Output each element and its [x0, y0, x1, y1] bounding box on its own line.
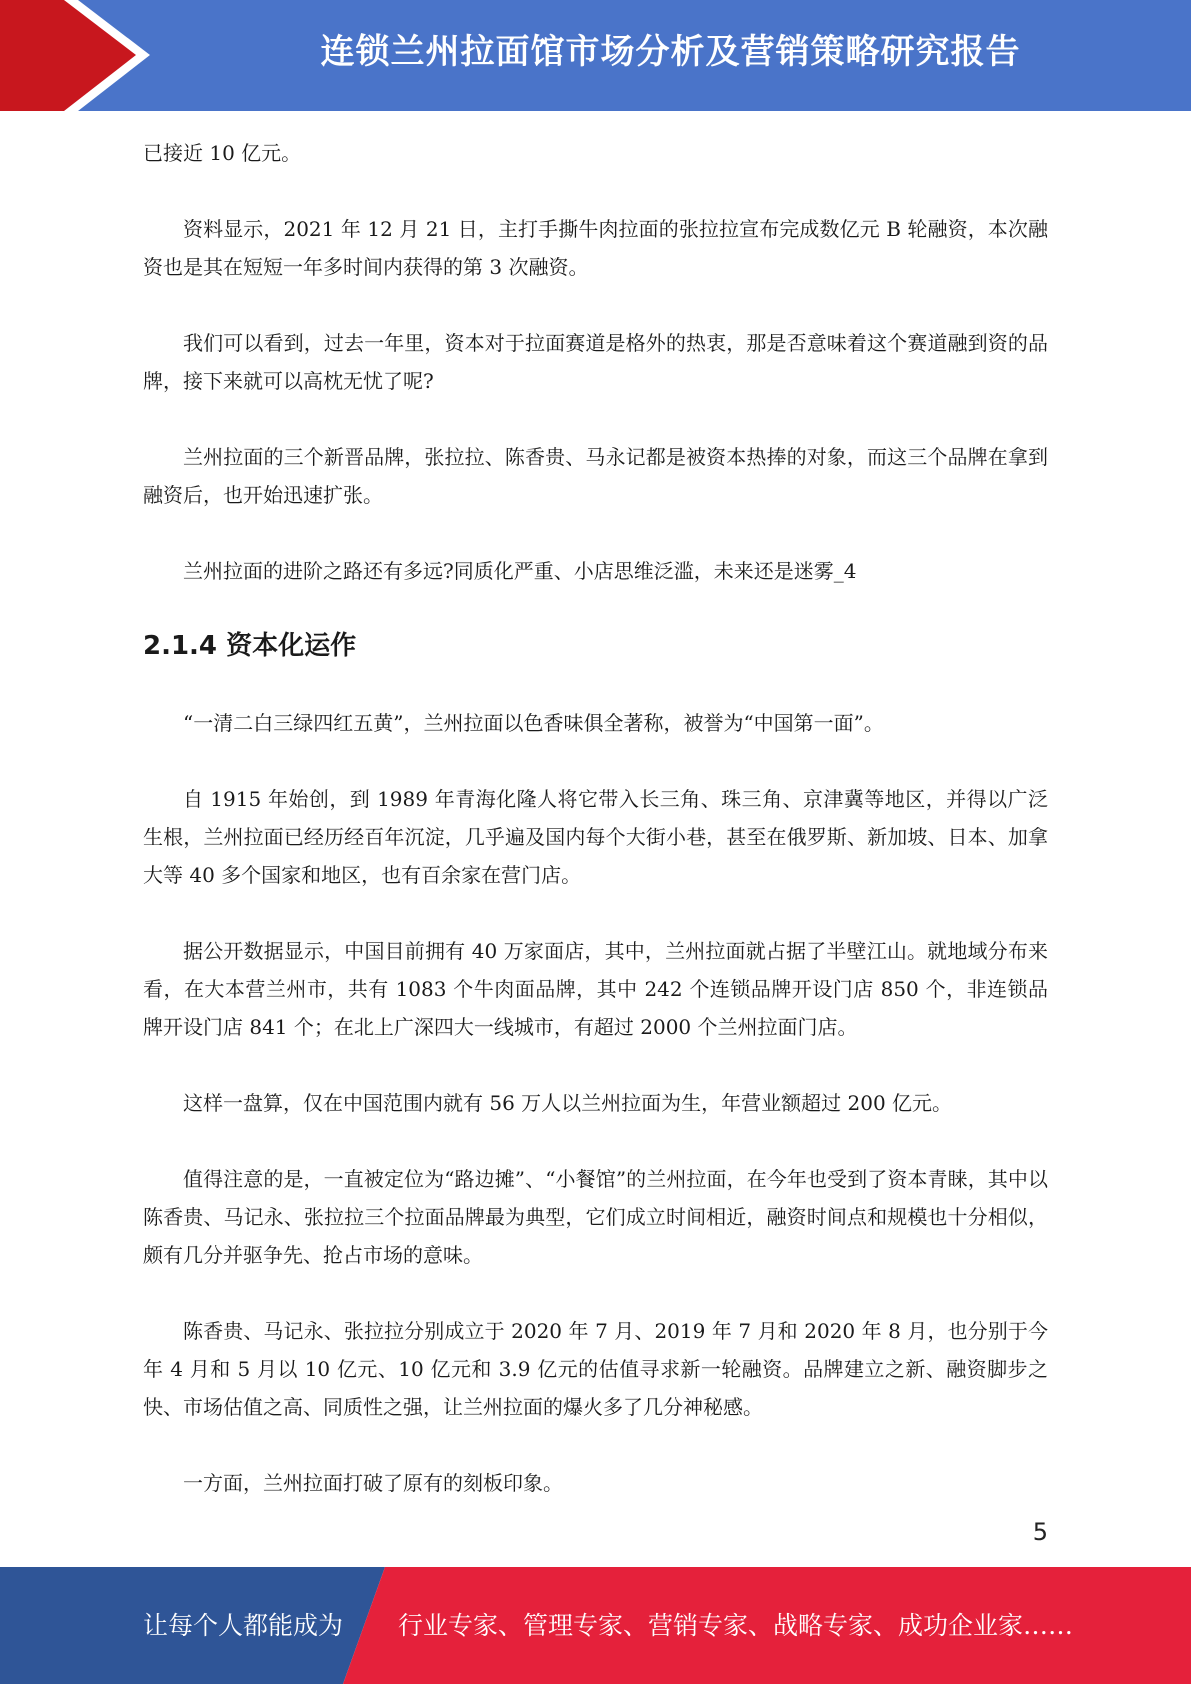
paragraph: 兰州拉面的三个新晋品牌，张拉拉、陈香贵、马永记都是被资本热捧的对象，而这三个品牌在拿到融资后，也开始迅速扩张。	[143, 445, 1048, 507]
footer-banner	[0, 1567, 1191, 1684]
paragraph: 陈香贵、马记永、张拉拉分别成立于 2020 年 7 月、2019 年 7 月和 2020 年 8 月，也分别于今年 4 月和 5 月以 10 亿元、10 亿元和 3.9 亿元的估值寻求新一轮融资。品牌建立之新、融资脚步之快、市场估值之高、同质性之强，让兰州拉面的爆火多了几分神秘感。	[143, 1319, 1048, 1419]
paragraph: 据公开数据显示，中国目前拥有 40 万家面店，其中，兰州拉面就占据了半壁江山。就地域分布来看，在大本营兰州市，共有 1083 个牛肉面品牌，其中 242 个连锁品牌开设门店 850 个，非连锁品牌开设门店 841 个；在北上广深四大一线城市，有超过 2000 个兰州拉面门店。	[143, 939, 1048, 1039]
paragraph: 这样一盘算，仅在中国范围内就有 56 万人以兰州拉面为生，年营业额超过 200 亿元。	[183, 1091, 953, 1115]
section-heading: 2.1.4 资本化运作	[143, 631, 357, 661]
header-banner	[0, 0, 1191, 111]
paragraph: 一方面，兰州拉面打破了原有的刻板印象。	[183, 1471, 563, 1495]
paragraph: 资料显示，2021 年 12 月 21 日，主打手撕牛肉拉面的张拉拉宣布完成数亿元 B 轮融资，本次融资也是其在短短一年多时间内获得的第 3 次融资。	[143, 217, 1048, 279]
paragraph: 我们可以看到，过去一年里，资本对于拉面赛道是格外的热衷，那是否意味着这个赛道融到资的品牌，接下来就可以高枕无忧了呢?	[143, 331, 1048, 393]
document-body	[143, 134, 1048, 1540]
paragraph: “一清二白三绿四红五黄”，兰州拉面以色香味俱全著称，被誉为“中国第一面”。	[183, 711, 884, 735]
page-number: 5	[1032, 1518, 1048, 1546]
footer-slogan-right: 行业专家、管理专家、营销专家、战略专家、成功企业家……	[398, 1611, 1074, 1640]
paragraph: 自 1915 年始创，到 1989 年青海化隆人将它带入长三角、珠三角、京津冀等地区，并得以广泛生根，兰州拉面已经历经百年沉淀，几乎遍及国内每个大街小巷，甚至在俄罗斯、新加坡、日本、加拿大等 40 多个国家和地区，也有百余家在营门店。	[143, 787, 1048, 887]
paragraph: 值得注意的是，一直被定位为“路边摊”、“小餐馆”的兰州拉面，在今年也受到了资本青睐，其中以陈香贵、马记永、张拉拉三个拉面品牌最为典型，它们成立时间相近，融资时间点和规模也十分相似，颇有几分并驱争先、抢占市场的意味。	[143, 1167, 1048, 1267]
footer-slogan-left: 让每个人都能成为	[143, 1611, 344, 1640]
paragraph: 兰州拉面的进阶之路还有多远?同质化严重、小店思维泛滥，未来还是迷雾_4	[183, 559, 857, 583]
paragraph: 已接近 10 亿元。	[143, 141, 302, 165]
report-title: 连锁兰州拉面馆市场分析及营销策略研究报告	[320, 32, 1021, 72]
